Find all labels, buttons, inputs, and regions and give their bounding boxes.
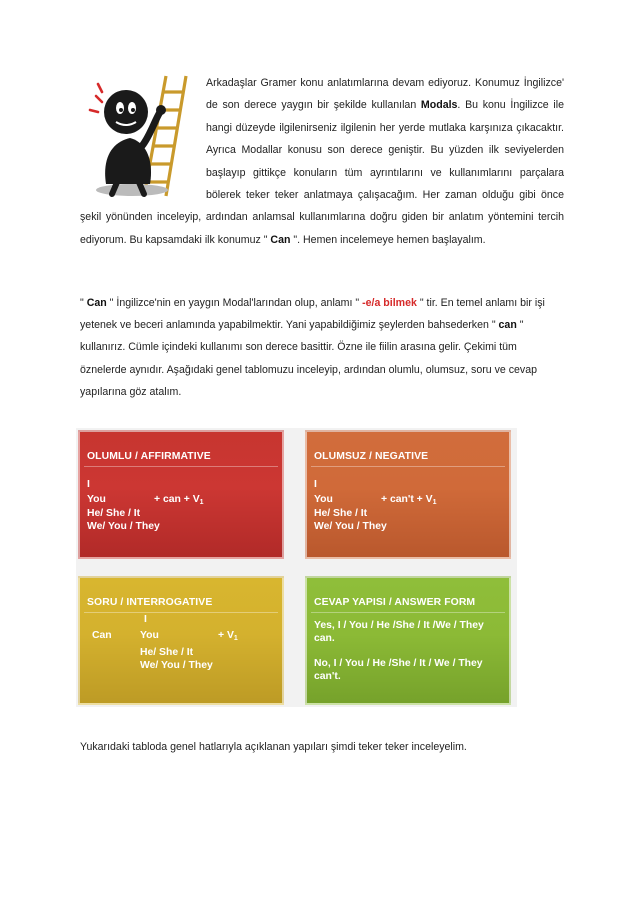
answer-title: CEVAP YAPISI / ANSWER FORM [314, 597, 476, 608]
divider [84, 612, 278, 613]
interrogative-title: SORU / INTERROGATIVE [87, 597, 213, 608]
yes-answer-line-2: can. [314, 633, 335, 644]
negative-title: OLUMSUZ / NEGATIVE [314, 451, 429, 462]
para2-text-2: " tir. En temel anlamı bir işi yetenek ve beceri anlamında yapabilmektir. Yani yapabildiğimiz şeylerden bahsederken " [80, 297, 545, 332]
can-explanation-paragraph [80, 292, 564, 403]
negative-panel [305, 430, 511, 559]
intro-section [80, 72, 564, 251]
affirmative-title: OLUMLU / AFFIRMATIVE [87, 451, 211, 462]
can-meaning: -e/a bilmek [362, 297, 417, 309]
yes-answer-line-1: Yes, I / You / He /She / It /We / They [314, 620, 484, 631]
subject-we-you-they: We/ You / They [87, 521, 160, 532]
can-structure-table [76, 428, 517, 707]
can-term: Can [270, 233, 291, 246]
no-answer-line-2: can't. [314, 671, 341, 682]
interrogative-panel [78, 576, 284, 705]
modals-term: Modals [420, 99, 458, 112]
subject-you: You [314, 494, 333, 505]
subject-he-she-it: He/ She / It [87, 508, 141, 519]
divider [84, 466, 278, 467]
divider [311, 612, 505, 613]
para2-text-3: " kullanırız. Cümle içindeki kullanımı son derece basittir. Özne ile fiilin arasına gelir. Çekimi tüm öznelerde aynıdır. Aşağıdaki genel tablomuzu inceleyip, ardından olumlu, olumsuz, soru ve cevap yapılarına göz atalım. [80, 319, 537, 398]
subject-i: I [314, 479, 317, 490]
formula-text: + can + V [154, 494, 200, 505]
subject-he-she-it: He/ She / It [314, 508, 368, 519]
intro-text-2: . Bu konu İngilizce ile hangi düzeyde ilgilenirseniz ilgilenin her yerde mutlaka karşınıza çıkacaktır. Ayrıca Modallar konusu son derece geniştir. Bu yüzden ilk seviyelerden başlayıp gittikçe konuların tüm ayrıntılarını ve kullanımlarını parçalara bölerek teker teker anlatmaya çalışacağım. Her zaman olduğu gibi önce şekil yönünden inceleyip, ardından anlamsal kullanımlarına doğru giden bir anlatım yöntemini tercih ediyorum. Bu kapsamdaki ilk konumuz " [80, 99, 564, 246]
can-word: Can [92, 630, 112, 641]
para2-text-1: " İngilizce'nin en yaygın Modal'larından olup, anlamı " [106, 297, 363, 309]
subject-we-you-they: We/ You / They [314, 521, 387, 532]
intro-text-3: ". Hemen incelemeye hemen başlayalım. [290, 233, 486, 246]
formula-subscript: 1 [233, 635, 238, 642]
affirmative-formula [154, 494, 204, 506]
subject-you: You [87, 494, 106, 505]
formula-text: + can't + V [381, 494, 433, 505]
no-answer-line-1: No, I / You / He /She / It / We / They [314, 658, 483, 669]
affirmative-panel [78, 430, 284, 559]
negative-formula [381, 494, 436, 506]
interrogative-formula [218, 630, 238, 642]
formula-text: + V [218, 630, 234, 641]
ladder-character-illustration [82, 72, 198, 200]
divider [311, 466, 505, 467]
intro-text-1: Arkadaşlar Gramer konu anlatımlarına devam ediyoruz. Konumuz İngilizce' de son derece yaygın bir şekilde kullanılan [206, 77, 564, 112]
formula-subscript: 1 [199, 499, 204, 506]
subject-he-she-it: He/ She / It [140, 647, 194, 658]
subject-i: I [87, 479, 90, 490]
can-term-2: can [498, 319, 517, 332]
quote-open: " [80, 297, 87, 309]
subject-we-you-they: We/ You / They [140, 660, 213, 671]
closing-sentence: Yukarıdaki tabloda genel hatlarıyla açıklanan yapıları şimdi teker teker inceleyelim. [80, 741, 467, 753]
subject-you: You [140, 630, 159, 641]
subject-i: I [144, 614, 147, 625]
answer-panel [305, 576, 511, 705]
can-term: Can [86, 297, 107, 309]
formula-subscript: 1 [432, 499, 437, 506]
